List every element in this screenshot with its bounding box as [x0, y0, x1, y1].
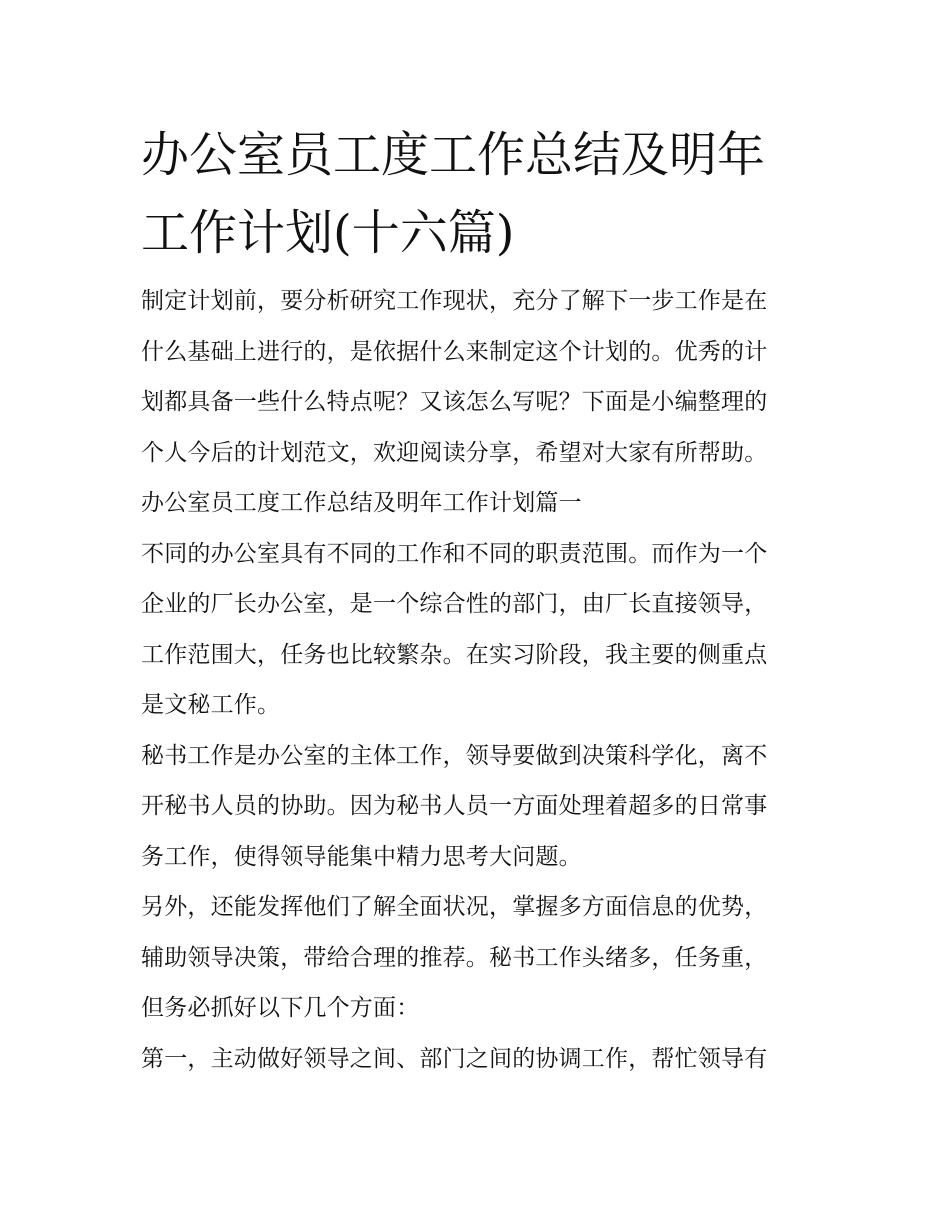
body-line: 辅助领导决策，带给合理的推荐。秘书工作头绪多，任务重，	[141, 944, 768, 971]
body-line: 什么基础上进行的，是依据什么来制定这个计划的。优秀的计	[141, 338, 768, 365]
body-line: 是文秘工作。	[141, 692, 281, 718]
title-line: 办公室员工度工作总结及明年	[141, 127, 766, 183]
body-line: 务工作，使得领导能集中精力思考大问题。	[141, 843, 582, 870]
body-line: 划都具备一些什么特点呢？又该怎么写呢？下面是小编整理的	[141, 389, 768, 415]
body-line: 但务必抓好以下几个方面：	[141, 995, 420, 1021]
body-line: 不同的办公室具有不同的工作和不同的职责范围。而作为一个	[141, 540, 768, 567]
body-line: 企业的厂长办公室，是一个综合性的部门，由厂长直接领导，	[141, 591, 768, 617]
body-line: 秘书工作是办公室的主体工作，领导要做到决策科学化，离不	[141, 742, 768, 769]
body-line: 第一，主动做好领导之间、部门之间的协调工作，帮忙领导有	[141, 1045, 768, 1072]
document-title	[141, 116, 821, 272]
section-heading: 办公室员工度工作总结及明年工作计划篇一	[141, 490, 582, 516]
title-line: 工作计划(十六篇)	[141, 205, 515, 261]
body-line: 开秘书人员的协助。因为秘书人员一方面处理着超多的日常事	[141, 793, 768, 819]
body-line: 工作范围大，任务也比较繁杂。在实习阶段，我主要的侧重点	[141, 641, 768, 668]
document-body	[141, 276, 831, 1084]
body-line: 另外，还能发挥他们了解全面状况，掌握多方面信息的优势，	[141, 894, 768, 920]
body-line: 个人今后的计划范文，欢迎阅读分享，希望对大家有所帮助。	[141, 439, 768, 466]
body-line: 制定计划前，要分析研究工作现状，充分了解下一步工作是在	[141, 288, 768, 314]
